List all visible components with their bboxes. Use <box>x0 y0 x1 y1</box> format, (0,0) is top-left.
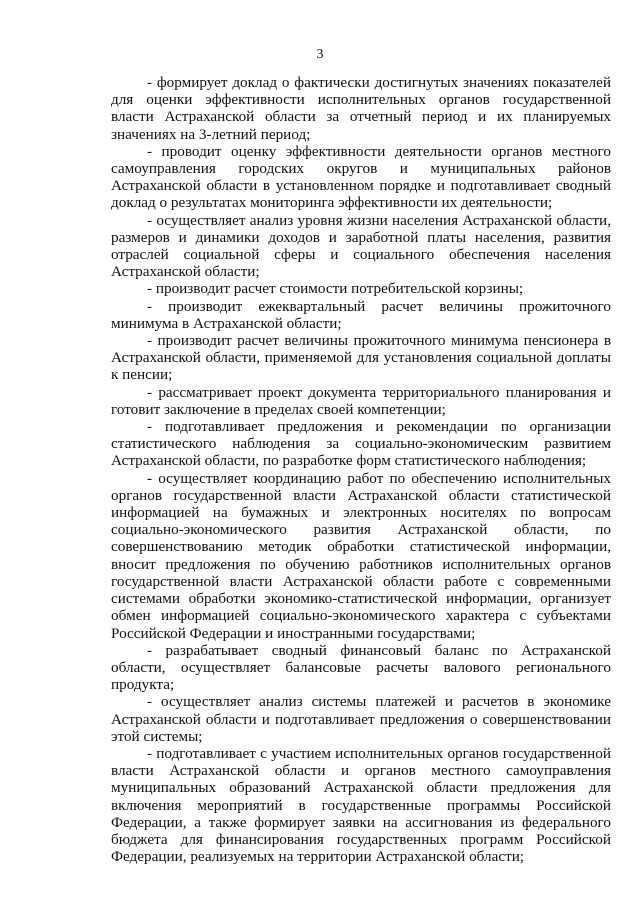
paragraph-payment-system: - осуществляет анализ системы платежей и расчетов в экономике Астраханской области и подготавливает предложения о совершенствовании этой системы; <box>111 693 611 745</box>
page-number: 3 <box>316 47 324 62</box>
paragraph-consumer-basket: - производит расчет стоимости потребительской корзины; <box>147 280 524 298</box>
paragraph-pensioner-minimum: - производит расчет величины прожиточного минимума пенсионера в Астраханской области, применяемой для установления социальной доплаты к пенсии; <box>111 332 611 384</box>
paragraph-territorial-planning: - рассматривает проект документа территориального планирования и готовит заключение в пределах своей компетенции; <box>111 383 611 418</box>
paragraph-subsistence-minimum: - производит ежеквартальный расчет величины прожиточного минимума в Астраханской области; <box>111 297 611 332</box>
paragraph-statistical-observation: - подготавливает предложения и рекомендации по организации статистического наблюдения за социально-экономическим развитием Астраханской области, по разработке форм статистического наблюдения; <box>111 418 611 470</box>
document-body <box>111 74 611 865</box>
paragraph-report-indicators: - формирует доклад о фактически достигнутых значениях показателей для оценки эффективности исполнительных органов государственной власти Астраханской области за отчетный период и их планируемых значениях на 3-летний период; <box>111 74 611 143</box>
paragraph-evaluate-local-government: - проводит оценку эффективности деятельности органов местного самоуправления городских округов и муниципальных районов Астраханской области в установленном порядке и подготавливает сводный доклад о результатах мониторинга эффективности их деятельности; <box>111 142 611 212</box>
paragraph-living-standards-analysis: - осуществляет анализ уровня жизни населения Астраханской области, размеров и динамики доходов и заработной платы населения, развития отраслей социальной сферы и социального обеспечения населения Астраханской области; <box>111 211 611 281</box>
paragraph-financial-balance: - разрабатывает сводный финансовый баланс по Астраханской области, осуществляет балансовые расчеты валового регионального продукта; <box>111 641 611 694</box>
paragraph-statistical-coordination: - осуществляет координацию работ по обеспечению исполнительных органов государственной власти Астраханской области статистической информацией на бумажных и электронных носителях по вопросам социально-экономического развития Астраханской области, по совершенствованию методик обработки статистической информации, вносит предложения по обучению работников исполнительных органов государственной власти Астраханской области работе с современными системами обработки экономико-статистической информации, организует обмен информацией социально-экономического характера с субъектами Российской Федерации и иностранными государствами; <box>111 469 611 642</box>
paragraph-state-programs: - подготавливает с участием исполнительных органов государственной власти Астраханской области и органов местного самоуправления муниципальных образований Астраханской области предложения для включения мероприятий в государственные программы Российской Федерации, а также формирует заявки на ассигнования из федерального бюджета для финансирования государственных программ Российской Федерации, реализуемых на территории Астраханской области; <box>111 744 611 866</box>
